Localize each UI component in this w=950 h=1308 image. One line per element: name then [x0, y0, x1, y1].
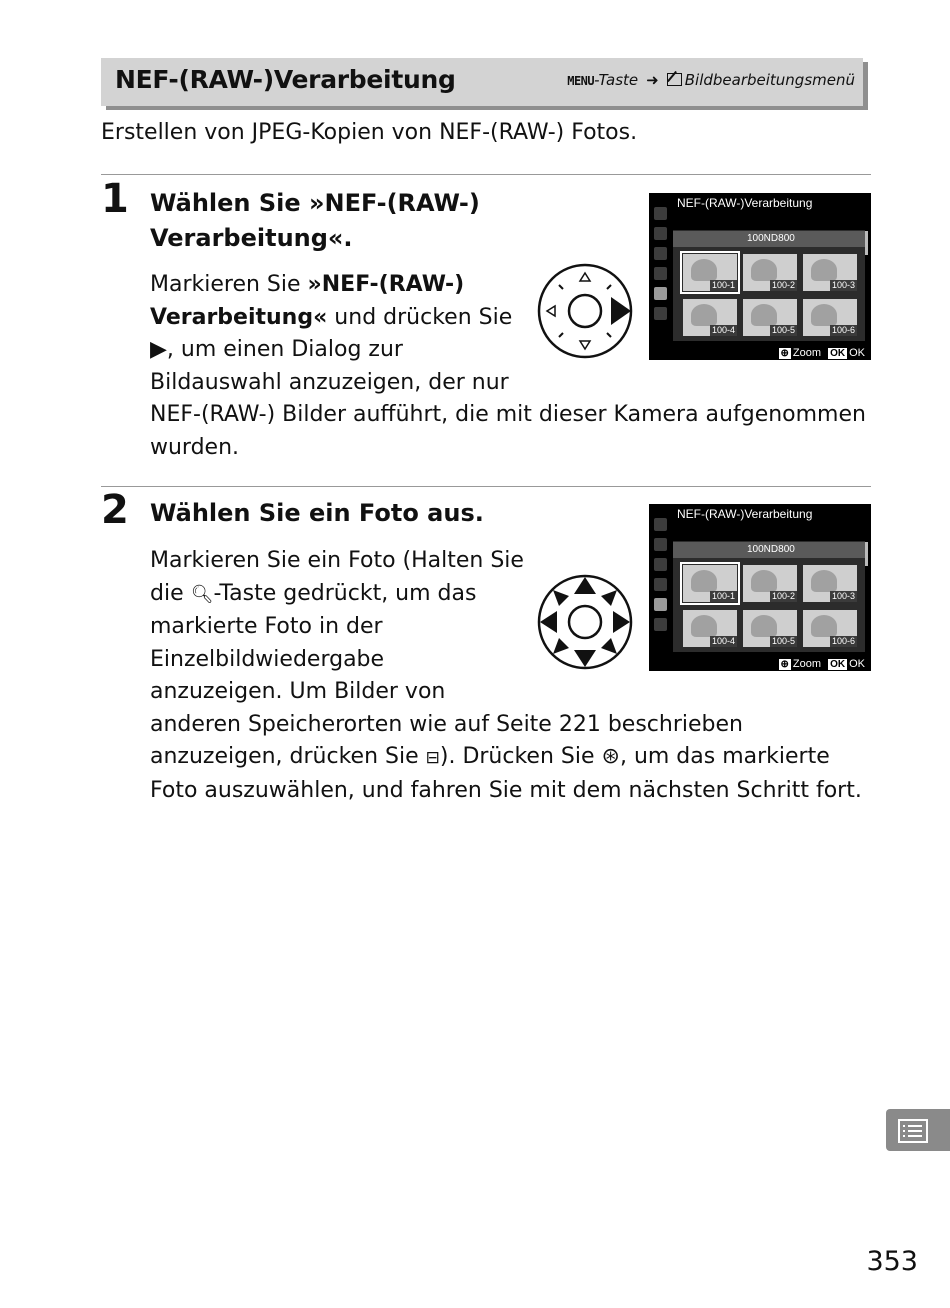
screen-footer — [779, 347, 865, 359]
wrench-tab-icon — [654, 578, 667, 591]
text-span: die — [150, 580, 191, 606]
camera-tab-icon — [654, 538, 667, 551]
recent-tab-icon — [654, 618, 667, 631]
screen-footer — [779, 658, 865, 670]
thumbnail — [743, 299, 797, 336]
zoom-key-icon: ⊕ — [780, 348, 789, 359]
text-line: markierte Foto in der — [150, 614, 383, 639]
thumbnail-label: 100-2 — [771, 591, 795, 601]
thumbnail-label: 100-3 — [831, 280, 855, 290]
photo-icon — [691, 304, 717, 326]
text-span: , um das markierte — [619, 744, 830, 769]
photo-icon — [691, 615, 717, 637]
retouch-menu-icon — [667, 73, 682, 86]
ok-label: OK — [849, 347, 865, 359]
intro-text: Erstellen von JPEG-Kopien von NEF-(RAW-) Fotos. — [101, 120, 638, 145]
photo-icon — [811, 570, 837, 592]
camera-tab-icon — [654, 227, 667, 240]
thumbnail-label: 100-3 — [831, 591, 855, 601]
thumbnail — [803, 565, 857, 602]
zoom-key-icon: ⊕ — [780, 659, 789, 670]
ok-label: OK — [849, 658, 865, 670]
thumbnail-label: 100-4 — [711, 636, 735, 646]
text-span: ). Drücken Sie — [439, 744, 602, 769]
thumbnail — [683, 254, 737, 291]
divider — [101, 174, 871, 175]
folder-bar — [673, 542, 865, 558]
text-line: Foto auszuwählen, und fahren Sie mit dem nächsten Schritt fort. — [150, 777, 862, 803]
ok-key-icon: OK — [830, 659, 846, 670]
photo-icon — [811, 304, 837, 326]
thumbnail-label: 100-1 — [711, 591, 735, 601]
divider — [101, 486, 871, 487]
text-line: anzuzeigen. Um Bilder von — [150, 679, 446, 704]
pencil-tab-icon — [654, 247, 667, 260]
arrow-icon: ➜ — [646, 71, 659, 89]
thumbnail-label: 100-6 — [831, 636, 855, 646]
recent-tab-icon — [654, 307, 667, 320]
thumbnail — [683, 565, 737, 602]
menu-list-icon — [898, 1119, 928, 1143]
text-span: und drücken Sie — [327, 304, 513, 330]
menu-tab-strip — [652, 207, 669, 327]
text-line: ▶, um einen Dialog zur — [150, 337, 403, 362]
scrollbar — [865, 542, 868, 566]
step-title-line: Wählen Sie »NEF-(RAW-) — [150, 189, 480, 217]
photo-icon — [751, 304, 777, 326]
thumbnail-label: 100-6 — [831, 325, 855, 335]
folder-bar — [673, 231, 865, 247]
folder-name: 100ND800 — [747, 233, 795, 244]
menu-key-suffix: -Taste — [594, 71, 639, 89]
step-title: Wählen Sie ein Foto aus. — [150, 499, 484, 527]
step-title-line: Verarbeitung«. — [150, 224, 353, 252]
screen-title: NEF-(RAW-)Verarbeitung — [677, 196, 813, 210]
zoom-label: Zoom — [792, 658, 822, 670]
zoom-in-icon: 🔍︎ — [190, 583, 214, 605]
photo-icon — [691, 570, 717, 592]
multi-selector-right-icon — [537, 263, 633, 359]
retouch-tab-icon — [654, 598, 667, 611]
photo-icon — [811, 259, 837, 281]
text-span: -Taste gedrückt, um das — [213, 580, 477, 606]
photo-icon — [751, 570, 777, 592]
text-span: anzuzeigen, drücken Sie — [150, 744, 426, 769]
camera-screen — [649, 193, 871, 360]
photo-icon — [691, 259, 717, 281]
step-number: 1 — [101, 176, 129, 222]
menu-key-label: MENU — [567, 74, 595, 88]
menu-path — [567, 71, 855, 89]
chapter-tab[interactable] — [886, 1109, 950, 1151]
thumbnail — [803, 610, 857, 647]
text-line: NEF-(RAW-) Bilder aufführt, die mit dieser Kamera aufgenommen — [150, 402, 866, 427]
thumbnail-zoom-out-icon: ⊟ — [425, 748, 440, 768]
thumbnail-label: 100-5 — [771, 325, 795, 335]
step-number: 2 — [101, 487, 129, 533]
playback-tab-icon — [654, 207, 667, 220]
thumbnail-label: 100-5 — [771, 636, 795, 646]
scrollbar — [865, 231, 868, 255]
thumbnail — [743, 565, 797, 602]
thumbnail — [683, 610, 737, 647]
camera-screen — [649, 504, 871, 671]
thumbnail — [683, 299, 737, 336]
text-bold: »NEF-(RAW-) — [307, 272, 465, 297]
multi-selector-all-directions-icon — [537, 574, 633, 670]
page-title: NEF-(RAW-)Verarbeitung — [115, 65, 456, 94]
ok-key-icon: OK — [830, 348, 846, 359]
screen-title: NEF-(RAW-)Verarbeitung — [677, 507, 813, 521]
text-span: Markieren Sie — [150, 272, 308, 297]
thumbnail — [803, 254, 857, 291]
text-bold: Verarbeitung« — [150, 304, 328, 330]
thumbnail-label: 100-2 — [771, 280, 795, 290]
zoom-label: Zoom — [792, 347, 822, 359]
photo-icon — [751, 615, 777, 637]
page-number: 353 — [866, 1246, 918, 1277]
ok-button-icon: ⊛ — [601, 744, 620, 769]
text-line: anderen Speicherorten wie auf Seite 221 beschrieben — [150, 711, 743, 737]
text-line: Markieren Sie ein Foto (Halten Sie — [150, 548, 524, 573]
retouch-tab-icon — [654, 287, 667, 300]
thumbnail-label: 100-4 — [711, 325, 735, 335]
thumbnail — [743, 610, 797, 647]
text-line: Bildauswahl anzuzeigen, der nur — [150, 369, 509, 395]
step-title — [150, 186, 480, 256]
thumbnail — [743, 254, 797, 291]
text-line: wurden. — [150, 434, 240, 460]
menu-name: Bildbearbeitungsmenü — [684, 71, 855, 89]
folder-name: 100ND800 — [747, 544, 795, 555]
menu-tab-strip — [652, 518, 669, 638]
section-header — [101, 58, 863, 106]
photo-icon — [751, 259, 777, 281]
thumbnail-label: 100-1 — [711, 280, 735, 290]
pencil-tab-icon — [654, 558, 667, 571]
thumbnail — [803, 299, 857, 336]
text-line: Einzelbildwiedergabe — [150, 646, 385, 672]
photo-icon — [811, 615, 837, 637]
playback-tab-icon — [654, 518, 667, 531]
wrench-tab-icon — [654, 267, 667, 280]
